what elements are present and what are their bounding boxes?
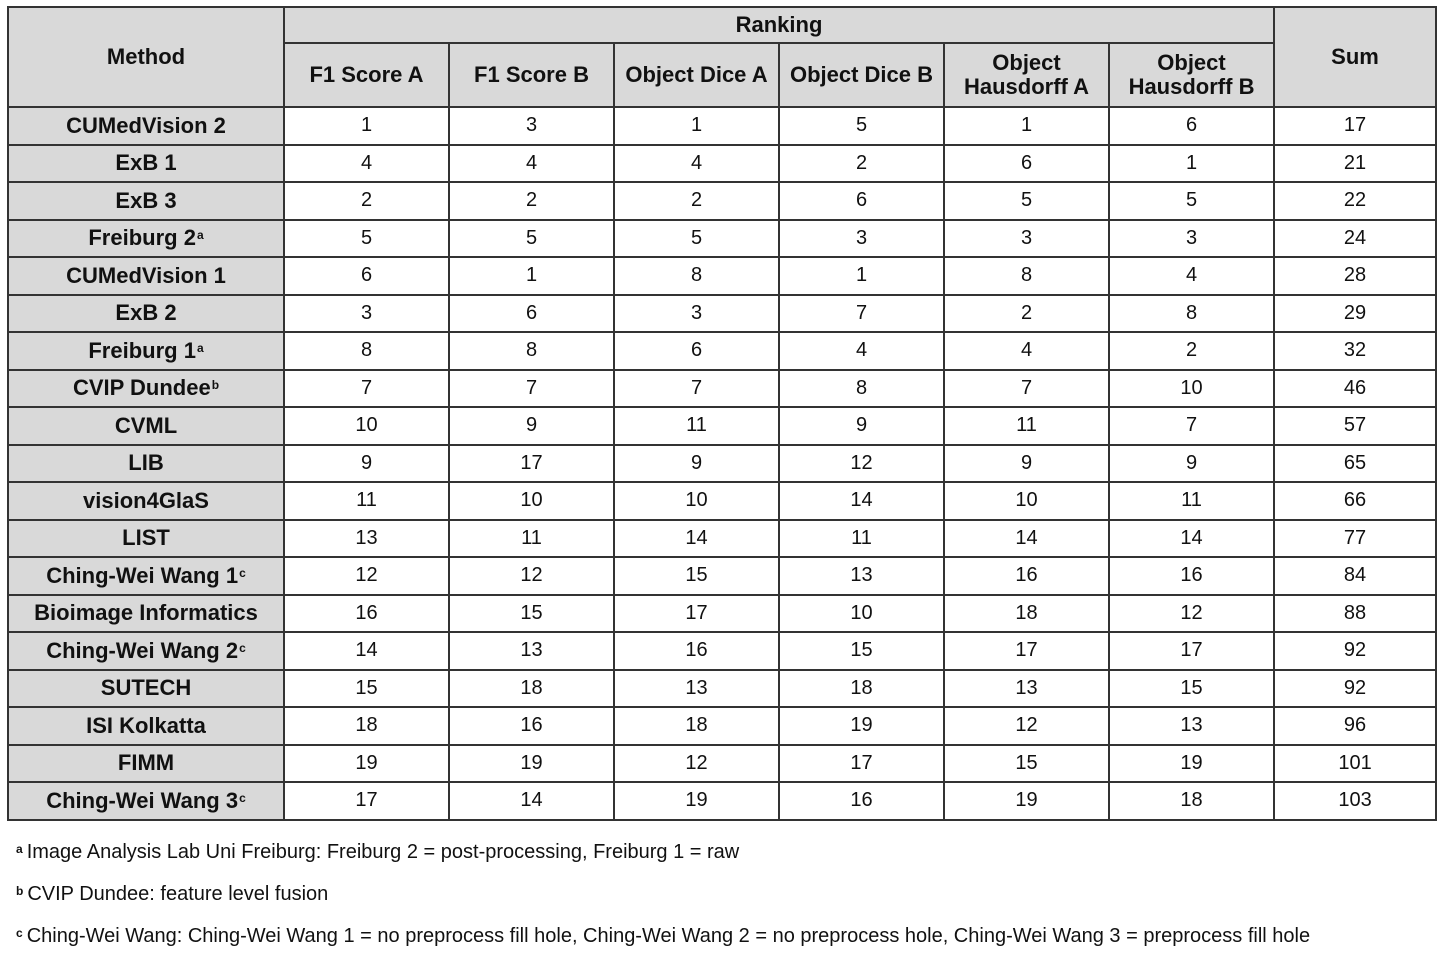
rank-cell: 15 <box>1109 670 1274 708</box>
rank-cell: 9 <box>779 407 944 445</box>
table-row <box>8 445 1436 483</box>
table-row <box>8 332 1436 370</box>
method-cell <box>8 220 284 258</box>
sum-cell: 28 <box>1274 257 1436 295</box>
header-object-hausdorff-a <box>944 43 1109 107</box>
sum-cell: 103 <box>1274 782 1436 820</box>
table-row <box>8 557 1436 595</box>
rank-cell: 15 <box>449 595 614 633</box>
table-row <box>8 182 1436 220</box>
method-name: Ching-Wei Wang 3 <box>46 787 239 813</box>
rank-cell: 19 <box>614 782 779 820</box>
rank-cell: 18 <box>944 595 1109 633</box>
header-object-dice-b: Object Dice B <box>779 43 944 107</box>
footnote-marker: b <box>211 378 220 393</box>
rank-cell: 11 <box>614 407 779 445</box>
method-cell <box>8 445 284 483</box>
footnote-marker: a <box>196 228 204 243</box>
table-row <box>8 107 1436 145</box>
rank-cell: 4 <box>1109 257 1274 295</box>
sum-cell: 32 <box>1274 332 1436 370</box>
rank-cell: 13 <box>284 520 449 558</box>
rank-cell: 1 <box>614 107 779 145</box>
sum-cell: 22 <box>1274 182 1436 220</box>
rank-cell: 18 <box>779 670 944 708</box>
rank-cell: 13 <box>449 632 614 670</box>
sum-cell: 96 <box>1274 707 1436 745</box>
rank-cell: 4 <box>944 332 1109 370</box>
method-name: CUMedVision 1 <box>66 262 226 288</box>
rank-cell: 16 <box>944 557 1109 595</box>
rank-cell: 9 <box>449 407 614 445</box>
rank-cell: 17 <box>284 782 449 820</box>
rank-cell: 16 <box>284 595 449 633</box>
rank-cell: 7 <box>1109 407 1274 445</box>
sum-cell: 92 <box>1274 632 1436 670</box>
table-row <box>8 595 1436 633</box>
rank-cell: 19 <box>284 745 449 783</box>
rank-cell: 7 <box>779 295 944 333</box>
method-cell <box>8 782 284 820</box>
rank-cell: 8 <box>284 332 449 370</box>
rank-cell: 6 <box>614 332 779 370</box>
rank-cell: 2 <box>614 182 779 220</box>
sum-cell: 46 <box>1274 370 1436 408</box>
sum-cell: 21 <box>1274 145 1436 183</box>
sum-cell: 92 <box>1274 670 1436 708</box>
sum-cell: 101 <box>1274 745 1436 783</box>
rank-cell: 5 <box>944 182 1109 220</box>
footnote <box>16 876 1310 918</box>
header-sum: Sum <box>1274 7 1436 107</box>
table-row <box>8 370 1436 408</box>
method-cell <box>8 332 284 370</box>
rank-cell: 2 <box>779 145 944 183</box>
header-ranking: Ranking <box>284 7 1274 43</box>
rank-cell: 9 <box>284 445 449 483</box>
rank-cell: 15 <box>779 632 944 670</box>
rank-cell: 14 <box>449 782 614 820</box>
rank-cell: 1 <box>449 257 614 295</box>
method-name: ISI Kolkatta <box>86 712 206 738</box>
rank-cell: 12 <box>449 557 614 595</box>
rank-cell: 3 <box>779 220 944 258</box>
rank-cell: 6 <box>944 145 1109 183</box>
table-row <box>8 670 1436 708</box>
header-line: Hausdorff A <box>963 74 1090 99</box>
rank-cell: 11 <box>944 407 1109 445</box>
rank-cell: 5 <box>1109 182 1274 220</box>
footnote-marker: c <box>239 565 246 580</box>
rank-cell: 10 <box>449 482 614 520</box>
rank-cell: 6 <box>284 257 449 295</box>
rank-cell: 8 <box>614 257 779 295</box>
rank-cell: 15 <box>944 745 1109 783</box>
header-line: Object <box>1157 50 1226 75</box>
method-name: Bioimage Informatics <box>34 600 258 626</box>
header-f1-score-b: F1 Score B <box>449 43 614 107</box>
method-name: Ching-Wei Wang 2 <box>46 637 239 663</box>
sum-cell: 57 <box>1274 407 1436 445</box>
rank-cell: 3 <box>1109 220 1274 258</box>
ranking-table <box>7 6 1437 821</box>
rank-cell: 11 <box>1109 482 1274 520</box>
rank-cell: 17 <box>449 445 614 483</box>
header-f1-score-a: F1 Score A <box>284 43 449 107</box>
rank-cell: 8 <box>944 257 1109 295</box>
footnotes <box>16 834 1310 960</box>
method-name: CVML <box>114 412 178 438</box>
rank-cell: 19 <box>779 707 944 745</box>
footnote-mark: b <box>16 884 24 898</box>
method-name: Freiburg 2 <box>88 225 196 251</box>
method-cell <box>8 595 284 633</box>
rank-cell: 15 <box>284 670 449 708</box>
rank-cell: 2 <box>284 182 449 220</box>
rank-cell: 1 <box>1109 145 1274 183</box>
rank-cell: 10 <box>284 407 449 445</box>
rank-cell: 19 <box>1109 745 1274 783</box>
footnote-text: Ching-Wei Wang: Ching-Wei Wang 1 = no preprocess fill hole, Ching-Wei Wang 2 = no preprocess hole, Ching-Wei Wang 3 = preprocess fill hole <box>26 925 1311 947</box>
method-cell <box>8 370 284 408</box>
rank-cell: 14 <box>779 482 944 520</box>
table-row <box>8 257 1436 295</box>
rank-cell: 7 <box>449 370 614 408</box>
rank-cell: 5 <box>284 220 449 258</box>
rank-cell: 10 <box>1109 370 1274 408</box>
method-cell <box>8 670 284 708</box>
footnote <box>16 918 1310 960</box>
header-object-dice-a: Object Dice A <box>614 43 779 107</box>
rank-cell: 6 <box>1109 107 1274 145</box>
method-name: SUTECH <box>100 675 192 701</box>
table-row <box>8 220 1436 258</box>
sum-cell: 84 <box>1274 557 1436 595</box>
rank-cell: 18 <box>449 670 614 708</box>
method-cell <box>8 632 284 670</box>
table-body <box>8 107 1436 820</box>
method-name: ExB 1 <box>115 150 177 176</box>
rank-cell: 7 <box>284 370 449 408</box>
rank-cell: 17 <box>1109 632 1274 670</box>
table-row <box>8 407 1436 445</box>
rank-cell: 16 <box>1109 557 1274 595</box>
sum-cell: 77 <box>1274 520 1436 558</box>
rank-cell: 14 <box>1109 520 1274 558</box>
method-name: ExB 2 <box>115 300 177 326</box>
rank-cell: 8 <box>449 332 614 370</box>
method-name: ExB 3 <box>115 187 177 213</box>
table-row <box>8 745 1436 783</box>
rank-cell: 3 <box>284 295 449 333</box>
rank-cell: 12 <box>1109 595 1274 633</box>
method-cell <box>8 182 284 220</box>
rank-cell: 5 <box>779 107 944 145</box>
header-line: Object <box>992 50 1061 75</box>
method-cell <box>8 520 284 558</box>
rank-cell: 8 <box>779 370 944 408</box>
rank-cell: 17 <box>944 632 1109 670</box>
table-row <box>8 295 1436 333</box>
footnote <box>16 834 1310 876</box>
rank-cell: 19 <box>944 782 1109 820</box>
rank-cell: 18 <box>614 707 779 745</box>
rank-cell: 6 <box>449 295 614 333</box>
rank-cell: 12 <box>779 445 944 483</box>
rank-cell: 3 <box>449 107 614 145</box>
rank-cell: 10 <box>944 482 1109 520</box>
rank-cell: 4 <box>449 145 614 183</box>
method-name: Ching-Wei Wang 1 <box>46 562 239 588</box>
rank-cell: 2 <box>944 295 1109 333</box>
rank-cell: 16 <box>779 782 944 820</box>
rank-cell: 13 <box>614 670 779 708</box>
rank-cell: 11 <box>779 520 944 558</box>
footnote-mark: c <box>16 926 23 940</box>
method-name: Freiburg 1 <box>88 337 196 363</box>
footnote-text: Image Analysis Lab Uni Freiburg: Freiburg 2 = post-processing, Freiburg 1 = raw <box>26 841 740 863</box>
sum-cell: 24 <box>1274 220 1436 258</box>
footnote-mark: a <box>16 842 23 856</box>
rank-cell: 1 <box>779 257 944 295</box>
rank-cell: 10 <box>779 595 944 633</box>
rank-cell: 13 <box>944 670 1109 708</box>
method-cell <box>8 745 284 783</box>
rank-cell: 7 <box>944 370 1109 408</box>
rank-cell: 13 <box>779 557 944 595</box>
sum-cell: 88 <box>1274 595 1436 633</box>
footnote-marker: c <box>239 790 246 805</box>
rank-cell: 4 <box>779 332 944 370</box>
rank-cell: 10 <box>614 482 779 520</box>
sum-cell: 66 <box>1274 482 1436 520</box>
method-name: LIST <box>122 525 170 551</box>
rank-cell: 12 <box>944 707 1109 745</box>
rank-cell: 11 <box>284 482 449 520</box>
sum-cell: 17 <box>1274 107 1436 145</box>
rank-cell: 19 <box>449 745 614 783</box>
rank-cell: 3 <box>944 220 1109 258</box>
method-name: LIB <box>128 450 164 476</box>
rank-cell: 7 <box>614 370 779 408</box>
rank-cell: 17 <box>779 745 944 783</box>
table-row <box>8 632 1436 670</box>
method-cell <box>8 295 284 333</box>
rank-cell: 18 <box>1109 782 1274 820</box>
footnote-marker: c <box>239 640 246 655</box>
rank-cell: 3 <box>614 295 779 333</box>
header-object-hausdorff-b <box>1109 43 1274 107</box>
table-row <box>8 782 1436 820</box>
rank-cell: 15 <box>614 557 779 595</box>
method-cell <box>8 145 284 183</box>
rank-cell: 9 <box>944 445 1109 483</box>
method-cell <box>8 557 284 595</box>
table-row <box>8 520 1436 558</box>
method-cell <box>8 257 284 295</box>
method-cell <box>8 482 284 520</box>
rank-cell: 12 <box>614 745 779 783</box>
sum-cell: 29 <box>1274 295 1436 333</box>
rank-cell: 5 <box>449 220 614 258</box>
header-method: Method <box>8 7 284 107</box>
rank-cell: 11 <box>449 520 614 558</box>
table-row <box>8 145 1436 183</box>
rank-cell: 14 <box>944 520 1109 558</box>
method-name: CVIP Dundee <box>72 375 211 401</box>
rank-cell: 16 <box>449 707 614 745</box>
rank-cell: 12 <box>284 557 449 595</box>
rank-cell: 14 <box>284 632 449 670</box>
rank-cell: 18 <box>284 707 449 745</box>
rank-cell: 17 <box>614 595 779 633</box>
method-cell <box>8 707 284 745</box>
rank-cell: 4 <box>614 145 779 183</box>
footnote-marker: a <box>196 340 204 355</box>
method-name: vision4GlaS <box>83 487 209 513</box>
rank-cell: 2 <box>1109 332 1274 370</box>
table-row <box>8 482 1436 520</box>
rank-cell: 1 <box>284 107 449 145</box>
method-cell <box>8 407 284 445</box>
rank-cell: 14 <box>614 520 779 558</box>
rank-cell: 8 <box>1109 295 1274 333</box>
table-row <box>8 707 1436 745</box>
rank-cell: 16 <box>614 632 779 670</box>
method-cell <box>8 107 284 145</box>
rank-cell: 9 <box>614 445 779 483</box>
rank-cell: 5 <box>614 220 779 258</box>
method-name: FIMM <box>117 750 175 776</box>
method-name: CUMedVision 2 <box>66 112 226 138</box>
rank-cell: 4 <box>284 145 449 183</box>
sum-cell: 65 <box>1274 445 1436 483</box>
footnote-text: CVIP Dundee: feature level fusion <box>27 883 329 905</box>
rank-cell: 13 <box>1109 707 1274 745</box>
rank-cell: 1 <box>944 107 1109 145</box>
rank-cell: 2 <box>449 182 614 220</box>
rank-cell: 9 <box>1109 445 1274 483</box>
rank-cell: 6 <box>779 182 944 220</box>
header-line: Hausdorff B <box>1128 74 1255 99</box>
